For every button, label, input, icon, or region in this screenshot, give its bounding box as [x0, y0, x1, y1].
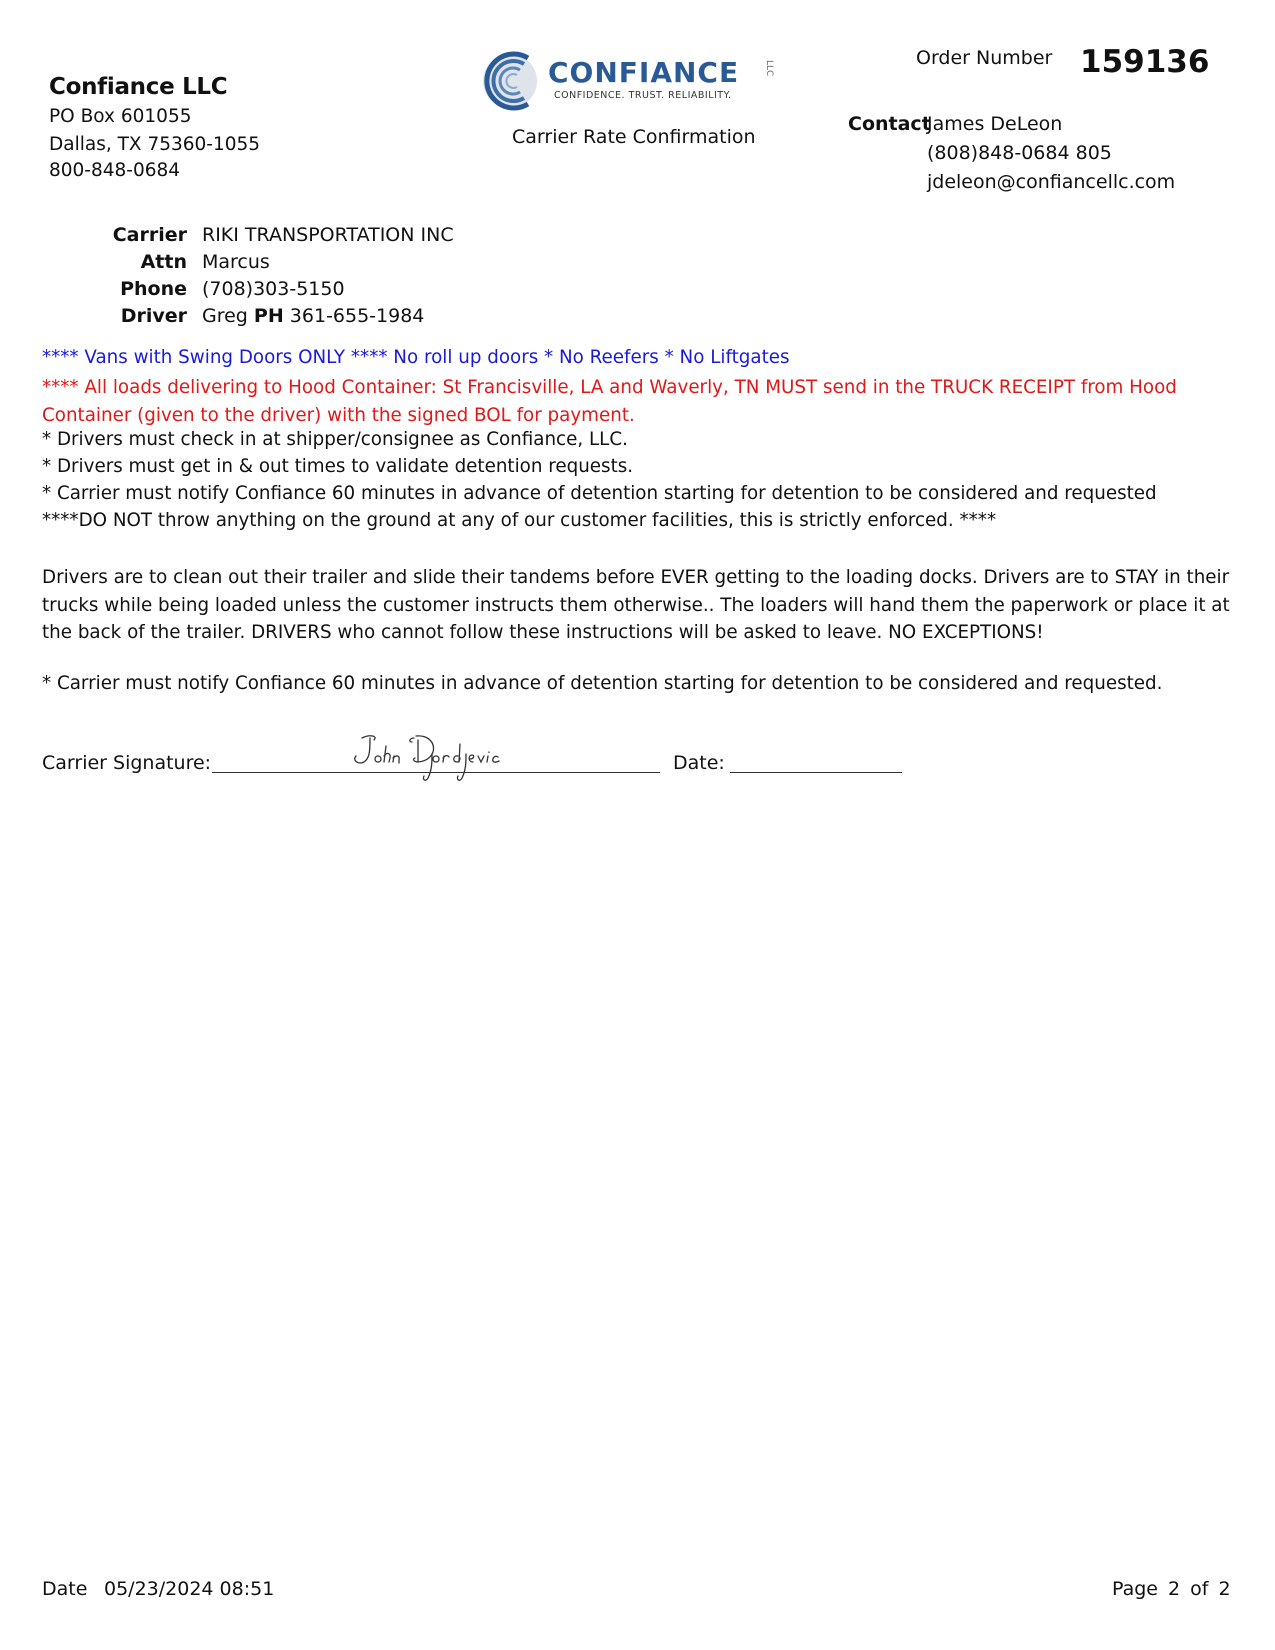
company-name: Confiance LLC [49, 74, 228, 100]
date-label: Date: [673, 752, 725, 774]
driver-value [202, 305, 424, 327]
contact-email: jdeleon@confiancellc.com [927, 171, 1176, 193]
footer-page-number: Page 2 of 2 [1112, 1578, 1231, 1600]
order-number-label: Order Number [916, 47, 1053, 69]
document-title: Carrier Rate Confirmation [512, 126, 756, 148]
contact-label: Contact [848, 113, 931, 135]
carrier-label: Carrier [112, 224, 187, 246]
carrier-signature [348, 732, 518, 786]
company-phone: 800-848-0684 [49, 160, 181, 181]
company-city: Dallas, TX 75360-1055 [49, 134, 261, 155]
contact-phone: (808)848-0684 805 [927, 142, 1112, 164]
note-detention: * Carrier must notify Confiance 60 minutes in advance of detention starting for detention to be considered and requested [42, 483, 1157, 504]
phone-value: (708)303-5150 [202, 278, 345, 300]
footer-date-label: Date [42, 1578, 88, 1600]
attn-label: Attn [140, 251, 187, 273]
note-in-out-times: * Drivers must get in & out times to validate detention requests. [42, 456, 634, 477]
phone-label: Phone [120, 278, 187, 300]
footer-date-value: 05/23/2024 08:51 [104, 1578, 275, 1600]
attn-value: Marcus [202, 251, 270, 273]
note-vans-swing-doors: **** Vans with Swing Doors ONLY **** No roll up doors * No Reefers * No Liftgates [42, 347, 790, 368]
driver-name: Greg [202, 305, 248, 327]
driver-phone: 361-655-1984 [289, 305, 425, 327]
company-logo [480, 50, 780, 112]
carrier-signature-label: Carrier Signature: [42, 752, 212, 774]
company-po-box: PO Box 601055 [49, 106, 192, 127]
date-line[interactable] [730, 772, 902, 773]
logo-llc: LLC [764, 60, 774, 77]
driver-label: Driver [120, 305, 187, 327]
note-hood-container: **** All loads delivering to Hood Container: St Francisville, LA and Waverly, TN MUST send in the TRUCK RECEIPT from Hood Container (given to the driver) with the signed BOL for payment. [42, 377, 1177, 426]
order-number: 159136 [1080, 44, 1210, 80]
carrier-value: RIKI TRANSPORTATION INC [202, 224, 454, 246]
note-check-in: * Drivers must check in at shipper/consignee as Confiance, LLC. [42, 429, 628, 450]
note-detention-final: * Carrier must notify Confiance 60 minutes in advance of detention starting for detention to be considered and requested. [42, 673, 1163, 694]
note-do-not-throw: ****DO NOT throw anything on the ground at any of our customer facilities, this is strictly enforced. **** [42, 510, 997, 531]
logo-swirl-icon [480, 50, 550, 112]
contact-name: James DeLeon [927, 113, 1063, 135]
logo-tagline: CONFIDENCE. TRUST. RELIABILITY. [554, 90, 732, 101]
driver-ph-label: PH [253, 305, 284, 327]
logo-wordmark: CONFIANCE [548, 56, 740, 89]
note-driver-instructions: Drivers are to clean out their trailer and slide their tandems before EVER getting to the loading docks. Drivers are to STAY in their trucks while being loaded unless the customer instructs them otherwise.. The loaders will hand them the paperwork or place it at the back of the trailer. DRIVERS who cannot follow these instructions will be asked to leave. NO EXCEPTIONS! [42, 567, 1230, 643]
